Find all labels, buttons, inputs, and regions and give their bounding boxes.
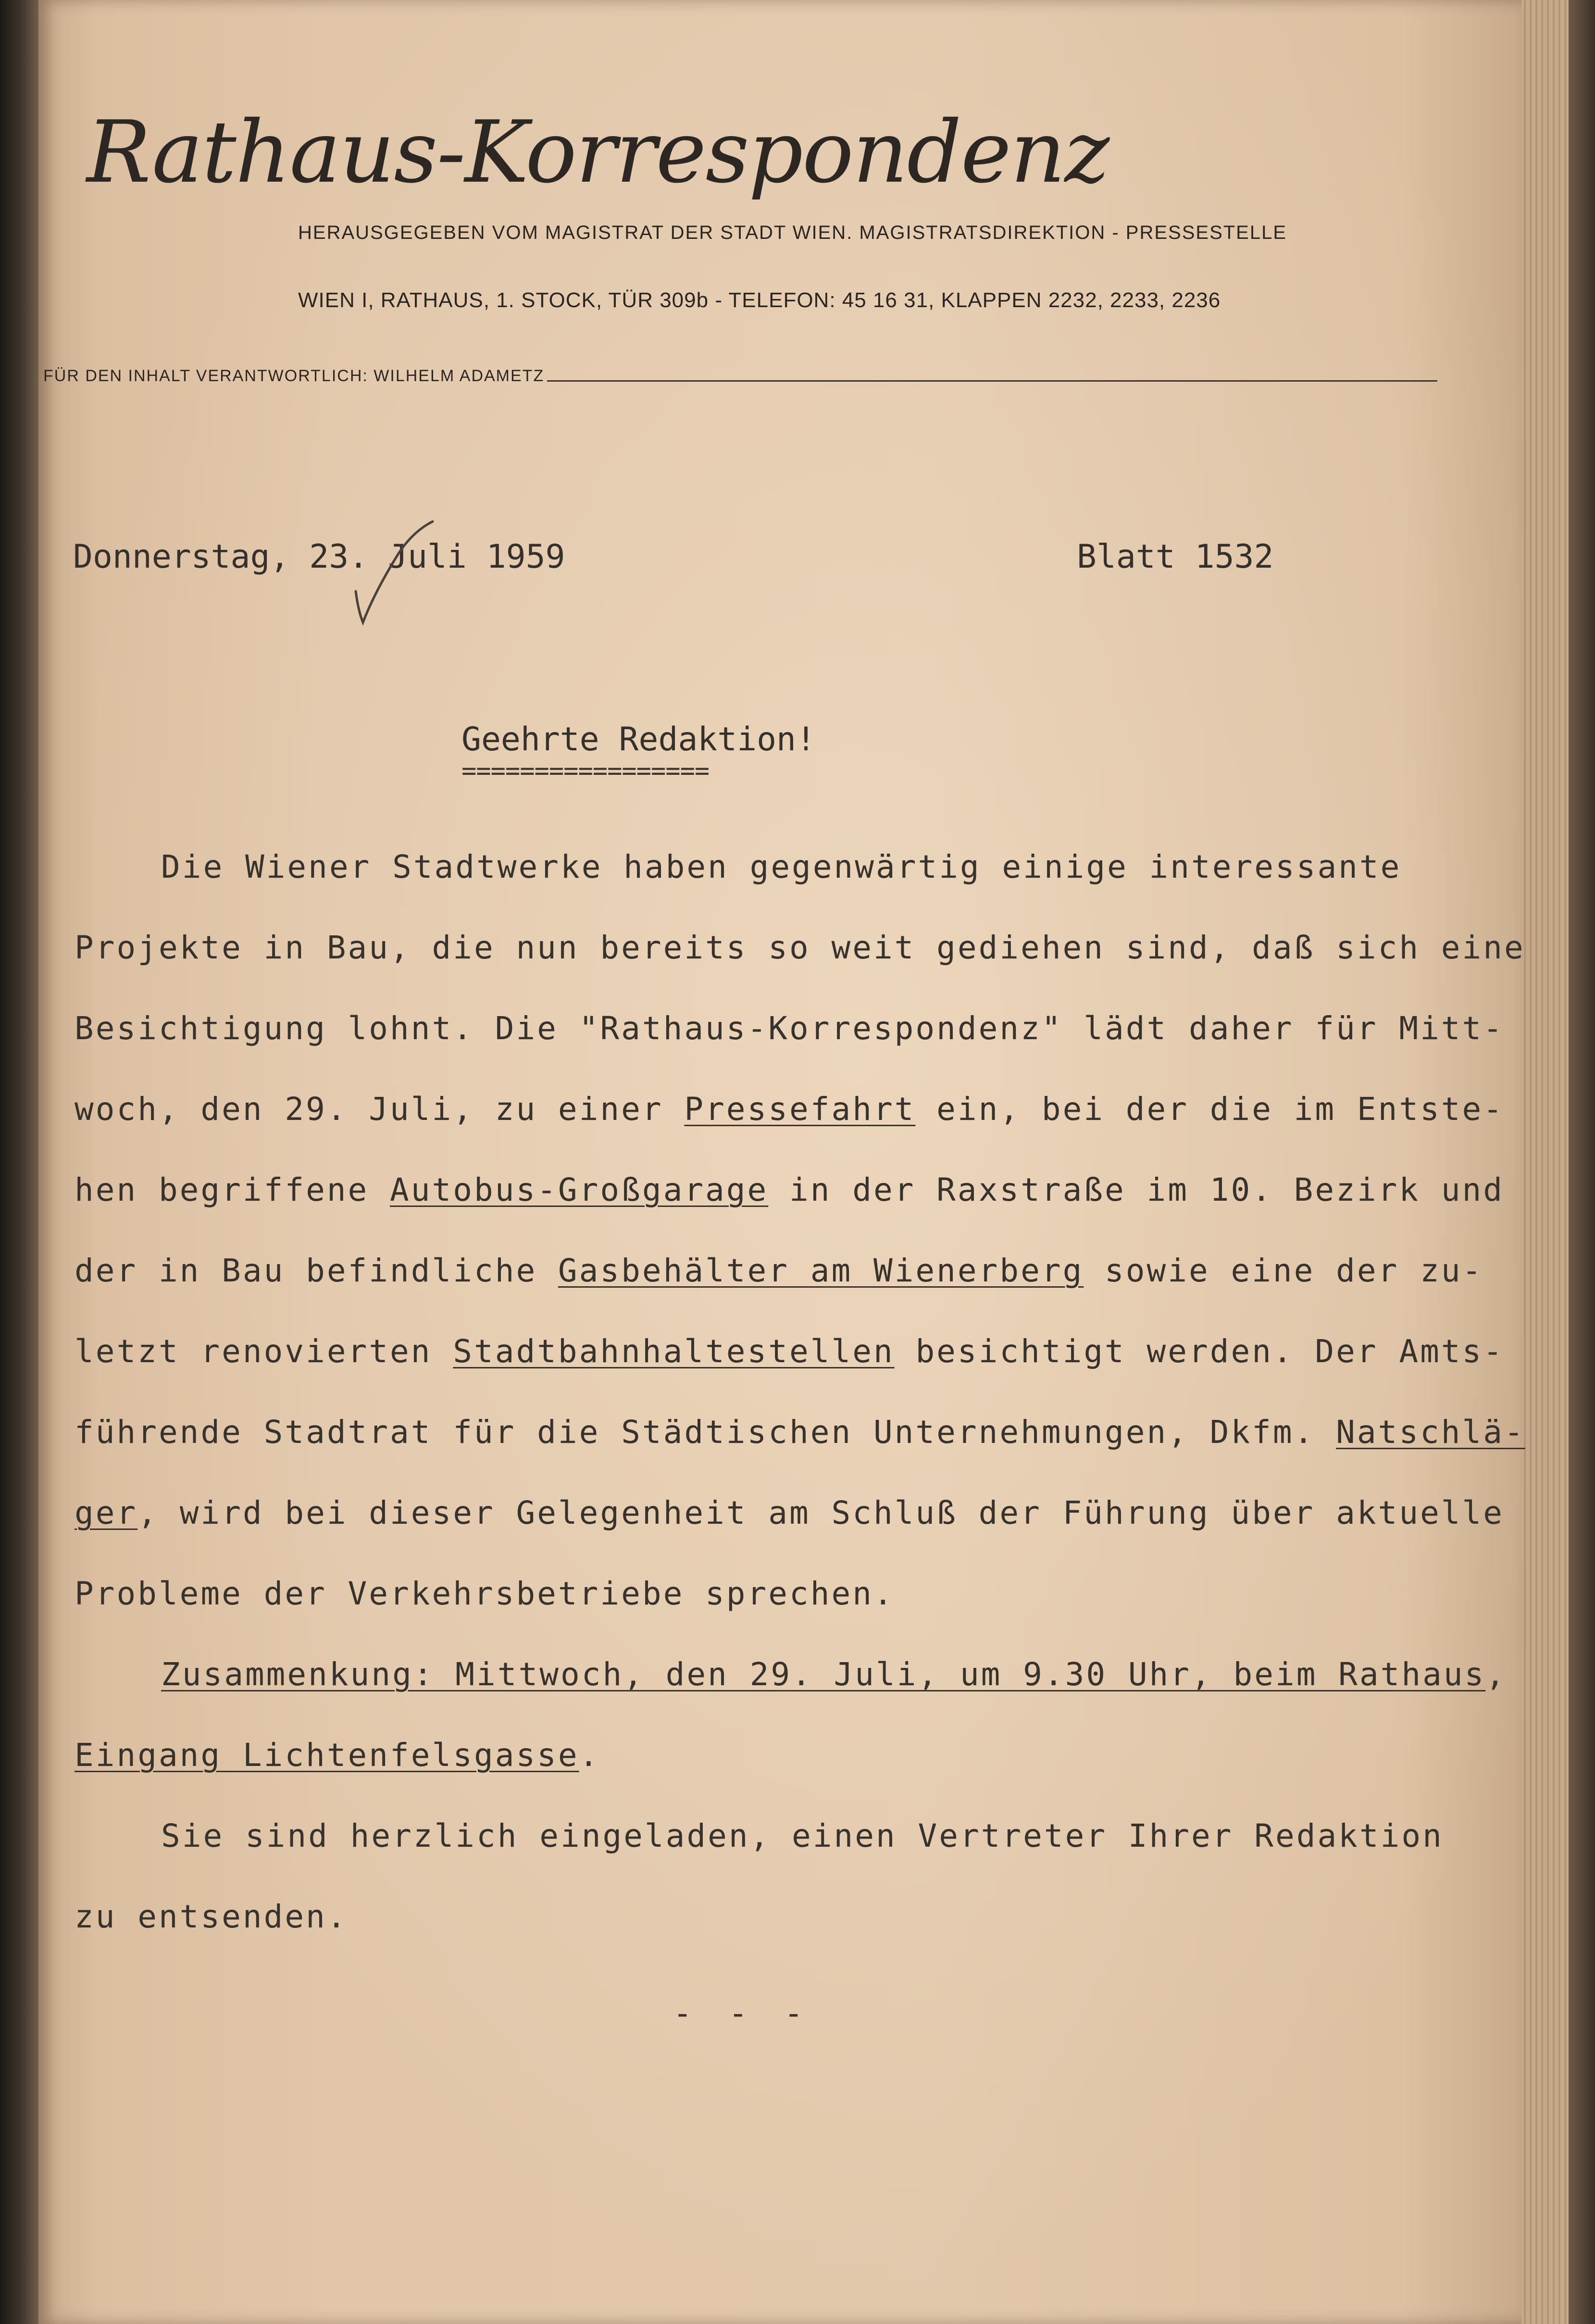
body-line	[75, 1817, 1497, 1898]
body-text: der in Bau befindliche	[75, 1252, 558, 1289]
body-line	[75, 1575, 1497, 1656]
body-text: führende Stadtrat für die Städtischen Unternehmungen, Dkfm.	[75, 1414, 1336, 1451]
letter-body	[75, 848, 1525, 1979]
underlined-text: ger	[75, 1494, 138, 1531]
body-text: zu entsenden.	[75, 1898, 348, 1935]
body-line	[75, 1010, 1505, 1091]
underlined-text: Pressefahrt	[684, 1091, 916, 1128]
address-line: WIEN I, RATHAUS, 1. STOCK, TÜR 309b - TELEFON: 45 16 31, KLAPPEN 2232, 2233, 2236	[298, 288, 1221, 312]
underlined-text: Natschlä-	[1336, 1414, 1525, 1451]
salutation: Geehrte Redaktion!	[461, 721, 816, 758]
body-text: ,	[1485, 1656, 1507, 1693]
body-line	[75, 1171, 1505, 1252]
body-line	[75, 1737, 1497, 1817]
body-line	[75, 1494, 1505, 1575]
meeting-location: Eingang Lichtenfelsgasse	[75, 1737, 579, 1774]
body-text: Projekte in Bau, die nun bereits so weit gediehen sind, daß sich eine	[75, 929, 1525, 966]
sheet-number: Blatt 1532	[1077, 538, 1274, 576]
masthead-title: Rathaus-Korrespondenz	[87, 102, 1109, 202]
body-text: in der Raxstraße im 10. Bezirk und	[768, 1171, 1505, 1208]
underlined-text: Gasbehälter am Wienerberg	[558, 1252, 1084, 1289]
responsible-rule	[547, 380, 1437, 382]
underlined-text: Autobus-Großgarage	[390, 1171, 769, 1208]
document-page	[38, 0, 1525, 2324]
body-text: letzt renovierten	[75, 1333, 453, 1370]
body-text: Sie sind herzlich eingeladen, einen Vertreter Ihrer Redaktion	[161, 1817, 1444, 1854]
body-line	[75, 1252, 1497, 1333]
body-line	[75, 1091, 1505, 1171]
body-text: hen begriffene	[75, 1171, 390, 1208]
body-line	[75, 929, 1525, 1010]
date: Donnerstag, 23. Juli 1959	[73, 538, 565, 576]
meeting-info: Zusammenkung: Mittwoch, den 29. Juli, um 9.30 Uhr, beim Rathaus	[161, 1656, 1486, 1693]
end-mark: - - -	[673, 1995, 812, 2032]
body-line	[75, 1414, 1525, 1494]
body-line	[75, 1656, 1507, 1737]
body-text: .	[579, 1737, 600, 1774]
body-text: sowie eine der zu-	[1084, 1252, 1483, 1289]
body-text: Probleme der Verkehrsbetriebe sprechen.	[75, 1575, 895, 1612]
page-stack-shadow	[1569, 0, 1595, 2324]
body-line	[75, 848, 1497, 929]
underlined-text: Stadtbahnhaltestellen	[453, 1333, 895, 1370]
salutation-underline: =================	[461, 757, 710, 785]
publisher-line: HERAUSGEGEBEN VOM MAGISTRAT DER STADT WIEN. MAGISTRATSDIREKTION - PRESSESTELLE	[298, 222, 1287, 243]
body-text: Besichtigung lohnt. Die "Rathaus-Korrespondenz" lädt daher für Mitt-	[75, 1010, 1505, 1047]
body-text: woch, den 29. Juli, zu einer	[75, 1091, 685, 1128]
body-text: Die Wiener Stadtwerke haben gegenwärtig einige interessante	[161, 848, 1402, 885]
body-text: besichtigt werden. Der Amts-	[894, 1333, 1505, 1370]
body-text: ein, bei der die im Entste-	[915, 1091, 1505, 1128]
responsible-row	[43, 361, 1437, 385]
body-text: , wird bei dieser Gelegenheit am Schluß der Führung über aktuelle	[137, 1494, 1505, 1531]
responsible-line: FÜR DEN INHALT VERANTWORTLICH: WILHELM ADAMETZ	[43, 367, 545, 385]
check-mark-icon	[346, 519, 442, 644]
body-line	[75, 1898, 1497, 1979]
body-line	[75, 1333, 1505, 1414]
